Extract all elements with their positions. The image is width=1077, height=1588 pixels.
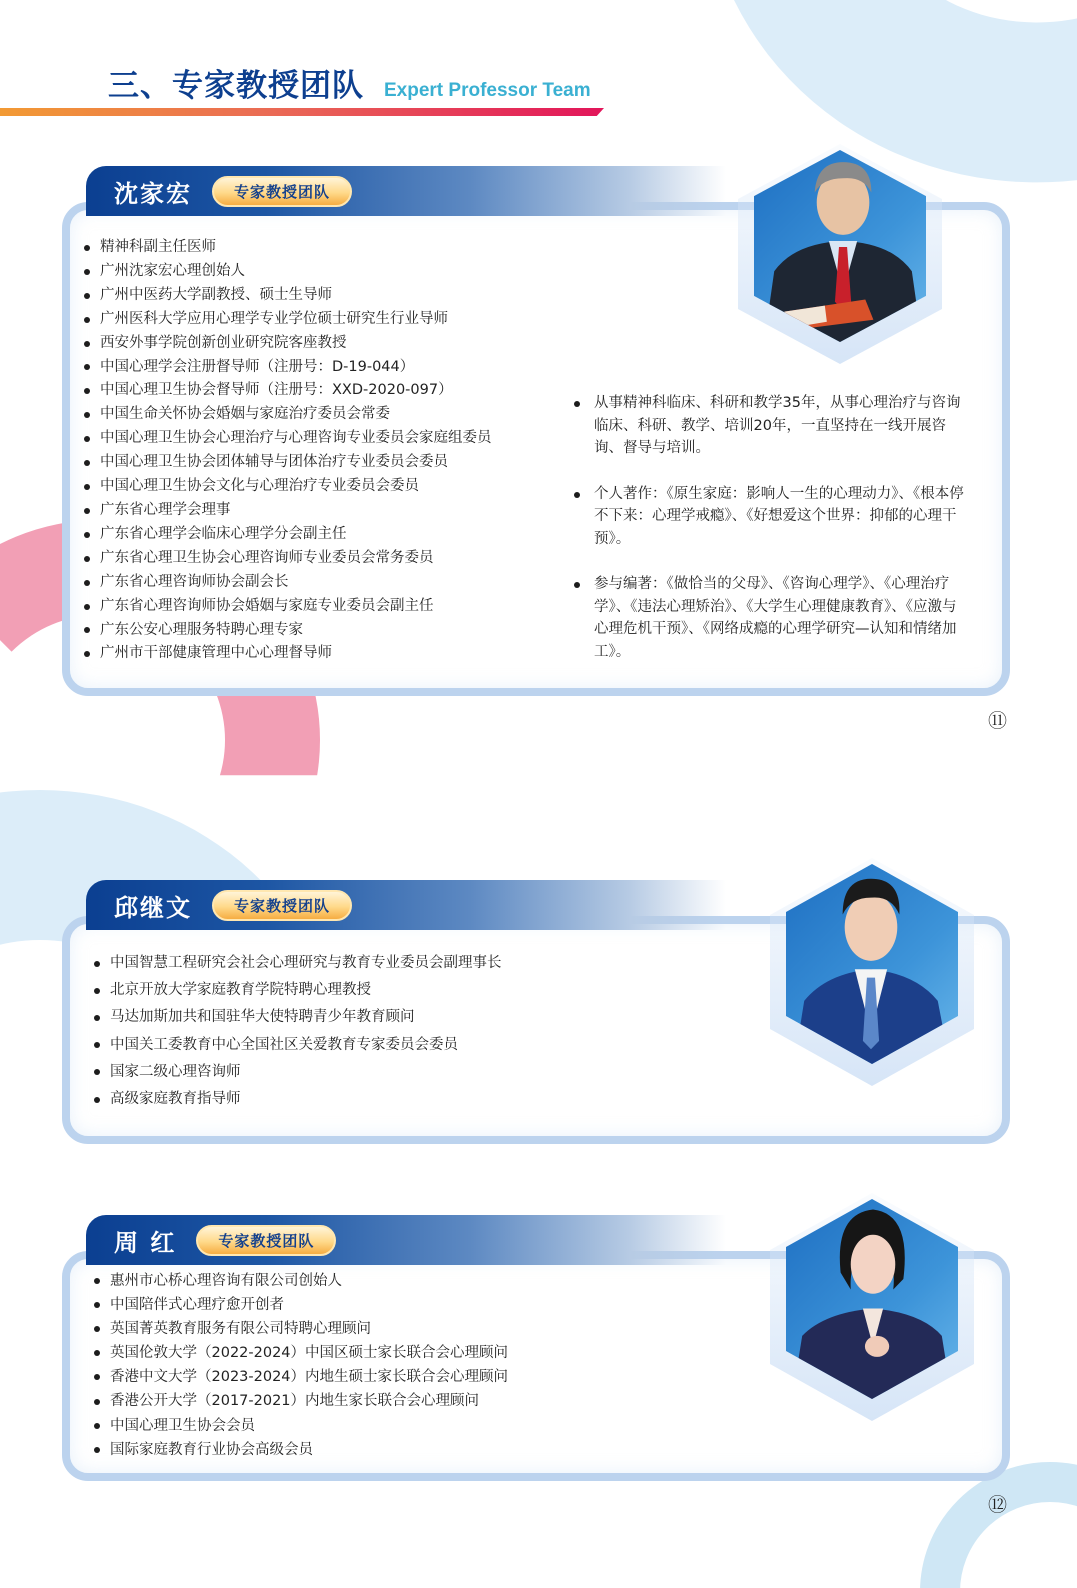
list-item: 中国心理卫生协会会员 <box>94 1414 508 1438</box>
list-item: 中国陪伴式心理疗愈开创者 <box>94 1293 508 1317</box>
expert-card-3 <box>62 1215 1010 1481</box>
list-item: 中国智慧工程研究会社会心理研究与教育专业委员会副理事长 <box>94 950 502 977</box>
card-header <box>86 166 726 216</box>
team-badge: 专家教授团队 <box>212 890 352 921</box>
page-number: ⑫ <box>988 1494 1008 1516</box>
list-item: 中国心理学会注册督导师（注册号：D-19-044） <box>84 356 492 380</box>
list-item: 惠州市心桥心理咨询有限公司创始人 <box>94 1269 508 1293</box>
list-item: 马达加斯加共和国驻华大使特聘青少年教育顾问 <box>94 1004 502 1031</box>
list-item: 精神科副主任医师 <box>84 236 492 260</box>
list-item: 广东省心理学会临床心理学分会副主任 <box>84 523 492 547</box>
bio-paragraph: 个人著作：《原生家庭：影响人一生的心理动力》、《根本停不下来：心理学戒瘾》、《好想爱这个世界：抑郁的心理干预》。 <box>574 483 969 551</box>
list-item: 西安外事学院创新创业研究院客座教授 <box>84 332 492 356</box>
page-title-english: Expert Professor Team <box>384 80 591 101</box>
list-item: 高级家庭教育指导师 <box>94 1086 502 1113</box>
list-item: 广东公安心理服务特聘心理专家 <box>84 619 492 643</box>
list-item: 广州医科大学应用心理学专业学位硕士研究生行业导师 <box>84 308 492 332</box>
credentials-list <box>94 1269 508 1462</box>
list-item: 中国心理卫生协会心理治疗与心理咨询专业委员会家庭组委员 <box>84 427 492 451</box>
credentials-list <box>94 950 502 1113</box>
portrait-frame <box>738 144 942 364</box>
list-item: 广州中医药大学副教授、硕士生导师 <box>84 284 492 308</box>
credentials-list <box>84 236 492 666</box>
list-item: 广州市干部健康管理中心心理督导师 <box>84 642 492 666</box>
list-item: 中国关工委教育中心全国社区关爱教育专家委员会委员 <box>94 1032 502 1059</box>
list-item: 广东省心理卫生协会心理咨询师专业委员会常务委员 <box>84 547 492 571</box>
team-badge: 专家教授团队 <box>196 1225 336 1256</box>
list-item: 香港中文大学（2023-2024）内地生硕士家长联合会心理顾问 <box>94 1365 508 1389</box>
expert-card-1 <box>62 166 1010 696</box>
card-header <box>86 880 726 930</box>
list-item: 广东省心理咨询师协会婚姻与家庭专业委员会副主任 <box>84 595 492 619</box>
expert-card-2 <box>62 880 1010 1144</box>
expert-name: 周 红 <box>114 1228 177 1257</box>
card-header <box>86 1215 726 1265</box>
list-item: 广州沈家宏心理创始人 <box>84 260 492 284</box>
list-item: 国家二级心理咨询师 <box>94 1059 502 1086</box>
list-item: 广东省心理咨询师协会副会长 <box>84 571 492 595</box>
list-item: 北京开放大学家庭教育学院特聘心理教授 <box>94 977 502 1004</box>
page-number: ⑪ <box>988 710 1008 732</box>
list-item: 中国心理卫生协会文化与心理治疗专业委员会委员 <box>84 475 492 499</box>
list-item: 中国心理卫生协会督导师（注册号：XXD-2020-097） <box>84 379 492 403</box>
list-item: 英国伦敦大学（2022-2024）中国区硕士家长联合会心理顾问 <box>94 1341 508 1365</box>
list-item: 国际家庭教育行业协会高级会员 <box>94 1438 508 1462</box>
list-item: 英国菁英教育服务有限公司特聘心理顾问 <box>94 1317 508 1341</box>
bio-paragraph: 参与编著：《做恰当的父母》、《咨询心理学》、《心理治疗学》、《违法心理矫治》、《大学生心理健康教育》、《应激与心理危机干预》、《网络成瘾的心理学研究—认知和情绪加工》。 <box>574 573 969 663</box>
expert-name: 邱继文 <box>114 893 192 922</box>
expert-name: 沈家宏 <box>114 179 192 208</box>
biography-list <box>574 392 969 686</box>
portrait-frame <box>770 1193 974 1421</box>
heading-underline-bar <box>0 108 604 116</box>
list-item: 中国生命关怀协会婚姻与家庭治疗委员会常委 <box>84 403 492 427</box>
list-item: 中国心理卫生协会团体辅导与团体治疗专业委员会委员 <box>84 451 492 475</box>
bio-paragraph: 从事精神科临床、科研和教学35年，从事心理治疗与咨询临床、科研、教学、培训20年，一直坚持在一线开展咨询、督导与培训。 <box>574 392 969 460</box>
list-item: 香港公开大学（2017-2021）内地生家长联合会心理顾问 <box>94 1389 508 1413</box>
page-title-chinese: 三、专家教授团队 <box>108 68 364 104</box>
portrait-frame <box>770 858 974 1086</box>
team-badge: 专家教授团队 <box>212 176 352 207</box>
list-item: 广东省心理学会理事 <box>84 499 492 523</box>
page-title <box>108 60 591 105</box>
